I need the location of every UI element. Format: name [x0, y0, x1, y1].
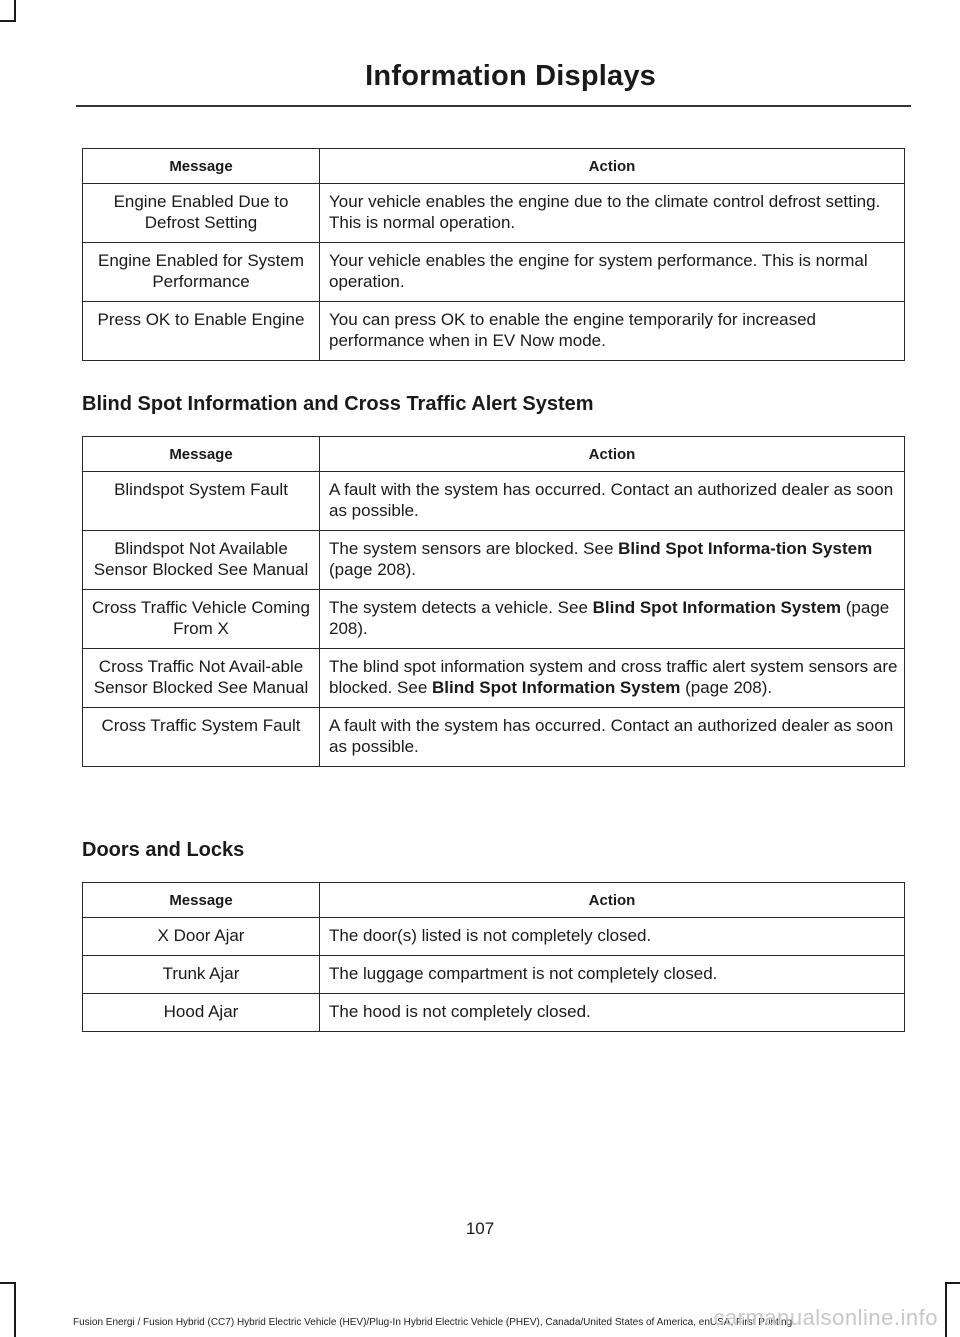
action-cell: A fault with the system has occurred. Contact an authorized dealer as soon as possible.: [320, 472, 905, 531]
table-row: [83, 918, 905, 956]
action-text: The blind spot information system and cross traffic alert system sensors are blocked. See: [329, 657, 898, 697]
action-cell: The luggage compartment is not completely closed.: [320, 956, 905, 994]
table-row: [83, 994, 905, 1032]
table-row: [83, 649, 905, 708]
footer-text: Fusion Energi / Fusion Hybrid (CC7) Hybrid Electric Vehicle (HEV)/Plug-In Hybrid Electric Vehicle (PHEV), Canada/United States of America, enUSA, First Printing: [73, 1317, 793, 1328]
column-header-message: Message: [83, 149, 320, 184]
message-cell: Blindspot System Fault: [83, 472, 320, 531]
section-heading-doors: Doors and Locks: [82, 839, 245, 861]
table-row: [83, 184, 905, 243]
climate-messages-table: [82, 148, 905, 361]
table-row: [83, 302, 905, 361]
section-heading-blind-spot: Blind Spot Information and Cross Traffic Alert System: [82, 393, 594, 415]
message-cell: Engine Enabled for System Performance: [83, 243, 320, 302]
table-row: [83, 956, 905, 994]
action-cell: Your vehicle enables the engine for system performance. This is normal operation.: [320, 243, 905, 302]
column-header-action: Action: [320, 149, 905, 184]
column-header-action: Action: [320, 437, 905, 472]
page-reference: (page 208).: [680, 678, 773, 697]
table-row: [83, 243, 905, 302]
action-cell: [320, 649, 905, 708]
table-header-row: [83, 883, 905, 918]
table-row: [83, 590, 905, 649]
message-cell: Cross Traffic Vehicle Coming From X: [83, 590, 320, 649]
header-divider: [76, 105, 911, 107]
action-text: The system detects a vehicle. See: [329, 598, 593, 617]
page-reference: (page 208).: [329, 598, 890, 638]
message-cell: Trunk Ajar: [83, 956, 320, 994]
message-cell: Cross Traffic Not Avail-able Sensor Blocked See Manual: [83, 649, 320, 708]
action-cell: You can press OK to enable the engine temporarily for increased performance when in EV Now mode.: [320, 302, 905, 361]
message-cell: Hood Ajar: [83, 994, 320, 1032]
action-cell: Your vehicle enables the engine due to the climate control defrost setting. This is normal operation.: [320, 184, 905, 243]
column-header-message: Message: [83, 883, 320, 918]
page-reference: (page 208).: [329, 560, 416, 579]
action-text: The system sensors are blocked. See: [329, 539, 619, 558]
cross-reference-link[interactable]: Blind Spot Informa-tion System: [618, 539, 873, 558]
cross-reference-link[interactable]: Blind Spot Information System: [592, 598, 842, 617]
action-cell: The hood is not completely closed.: [320, 994, 905, 1032]
message-cell: Press OK to Enable Engine: [83, 302, 320, 361]
message-cell: Blindspot Not Available Sensor Blocked See Manual: [83, 531, 320, 590]
page-number: 107: [465, 1219, 495, 1238]
doors-messages-table: [82, 882, 905, 1032]
column-header-action: Action: [320, 883, 905, 918]
action-cell: A fault with the system has occurred. Contact an authorized dealer as soon as possible.: [320, 708, 905, 767]
crop-mark: [945, 1282, 947, 1337]
message-cell: Engine Enabled Due to Defrost Setting: [83, 184, 320, 243]
table-header-row: [83, 149, 905, 184]
crop-mark: [14, 1282, 16, 1337]
crop-mark: [14, 0, 16, 22]
action-cell: [320, 531, 905, 590]
crop-mark: [0, 1282, 16, 1284]
message-cell: Cross Traffic System Fault: [83, 708, 320, 767]
action-cell: [320, 590, 905, 649]
blind-spot-messages-table: [82, 436, 905, 767]
table-row: [83, 472, 905, 531]
action-cell: The door(s) listed is not completely closed.: [320, 918, 905, 956]
table-row: [83, 708, 905, 767]
watermark: carmanualsonline.info: [713, 1305, 938, 1330]
table-row: [83, 531, 905, 590]
crop-mark: [945, 1282, 960, 1284]
table-header-row: [83, 437, 905, 472]
page-title: Information Displays: [365, 60, 656, 92]
cross-reference-link[interactable]: Blind Spot Information System: [432, 678, 681, 697]
column-header-message: Message: [83, 437, 320, 472]
crop-mark: [0, 20, 16, 22]
message-cell: X Door Ajar: [83, 918, 320, 956]
